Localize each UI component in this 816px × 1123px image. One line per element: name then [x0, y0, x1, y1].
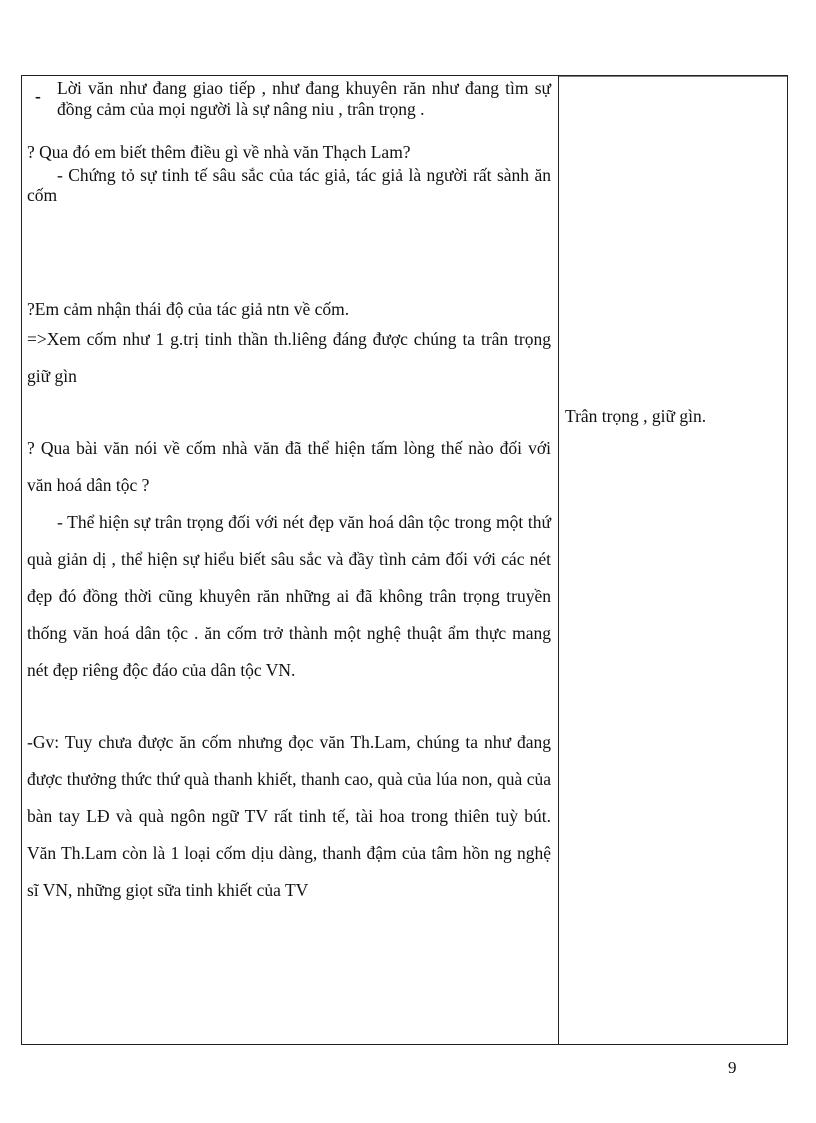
question-2: ?Em cảm nhận thái độ của tác giả ntn về cốm. — [27, 299, 350, 319]
answer-2: =>Xem cốm như 1 g.trị tinh thần th.liêng đáng được chúng ta trân trọng giữ gìn — [27, 329, 551, 386]
right-cell — [565, 406, 780, 427]
question-3: ? Qua bài văn nói về cốm nhà văn đã thể hiện tấm lòng thế nào đối với văn hoá dân tộc ? — [27, 438, 551, 495]
bullet-item — [27, 76, 551, 120]
right-cell-note: Trân trọng , giữ gìn. — [565, 406, 707, 426]
teacher-note: -Gv: Tuy chưa được ăn cốm nhưng đọc văn Th.Lam, chúng ta như đang được thưởng thức thứ quà thanh khiết, thanh cao, quà của lúa non, quà của bàn tay LĐ và quà ngôn ngữ TV rất tinh tế, tài hoa trong thiên tuỳ bút. Văn Th.Lam còn là 1 loại cốm dịu dàng, thanh đậm của tâm hồn ng nghệ sĩ VN, những giọt sữa tinh khiết của TV — [27, 732, 551, 900]
answer-3: - Thể hiện sự trân trọng đối với nét đẹp văn hoá dân tộc trong một thứ quà giản dị , thể hiện sự hiểu biết sâu sắc và đầy tình cảm đối với các nét đẹp đó đồng thời cũng khuyên răn những ai đã không trân trọng truyền thống văn hoá dân tộc . ăn cốm trở thành một nghệ thuật ẩm thực mang nét đẹp riêng độc đáo của dân tộc VN. — [27, 512, 551, 680]
bullet-marker: - — [35, 86, 41, 106]
lesson-table — [21, 75, 788, 1045]
right-cell-top-rule — [559, 76, 787, 77]
left-cell — [27, 76, 551, 909]
answer-1: - Chứng tỏ sự tinh tế sâu sắc của tác giả, tác giả là người rất sành ăn cốm — [27, 165, 551, 205]
question-1: ? Qua đó em biết thêm điều gì về nhà văn Thạch Lam? — [27, 142, 411, 162]
column-divider — [558, 76, 559, 1044]
page-number: 9 — [728, 1058, 737, 1077]
bullet-text: Lời văn như đang giao tiếp , như đang khuyên răn như đang tìm sự đồng cảm của mọi người là sự nâng niu , trân trọng . — [57, 78, 551, 119]
